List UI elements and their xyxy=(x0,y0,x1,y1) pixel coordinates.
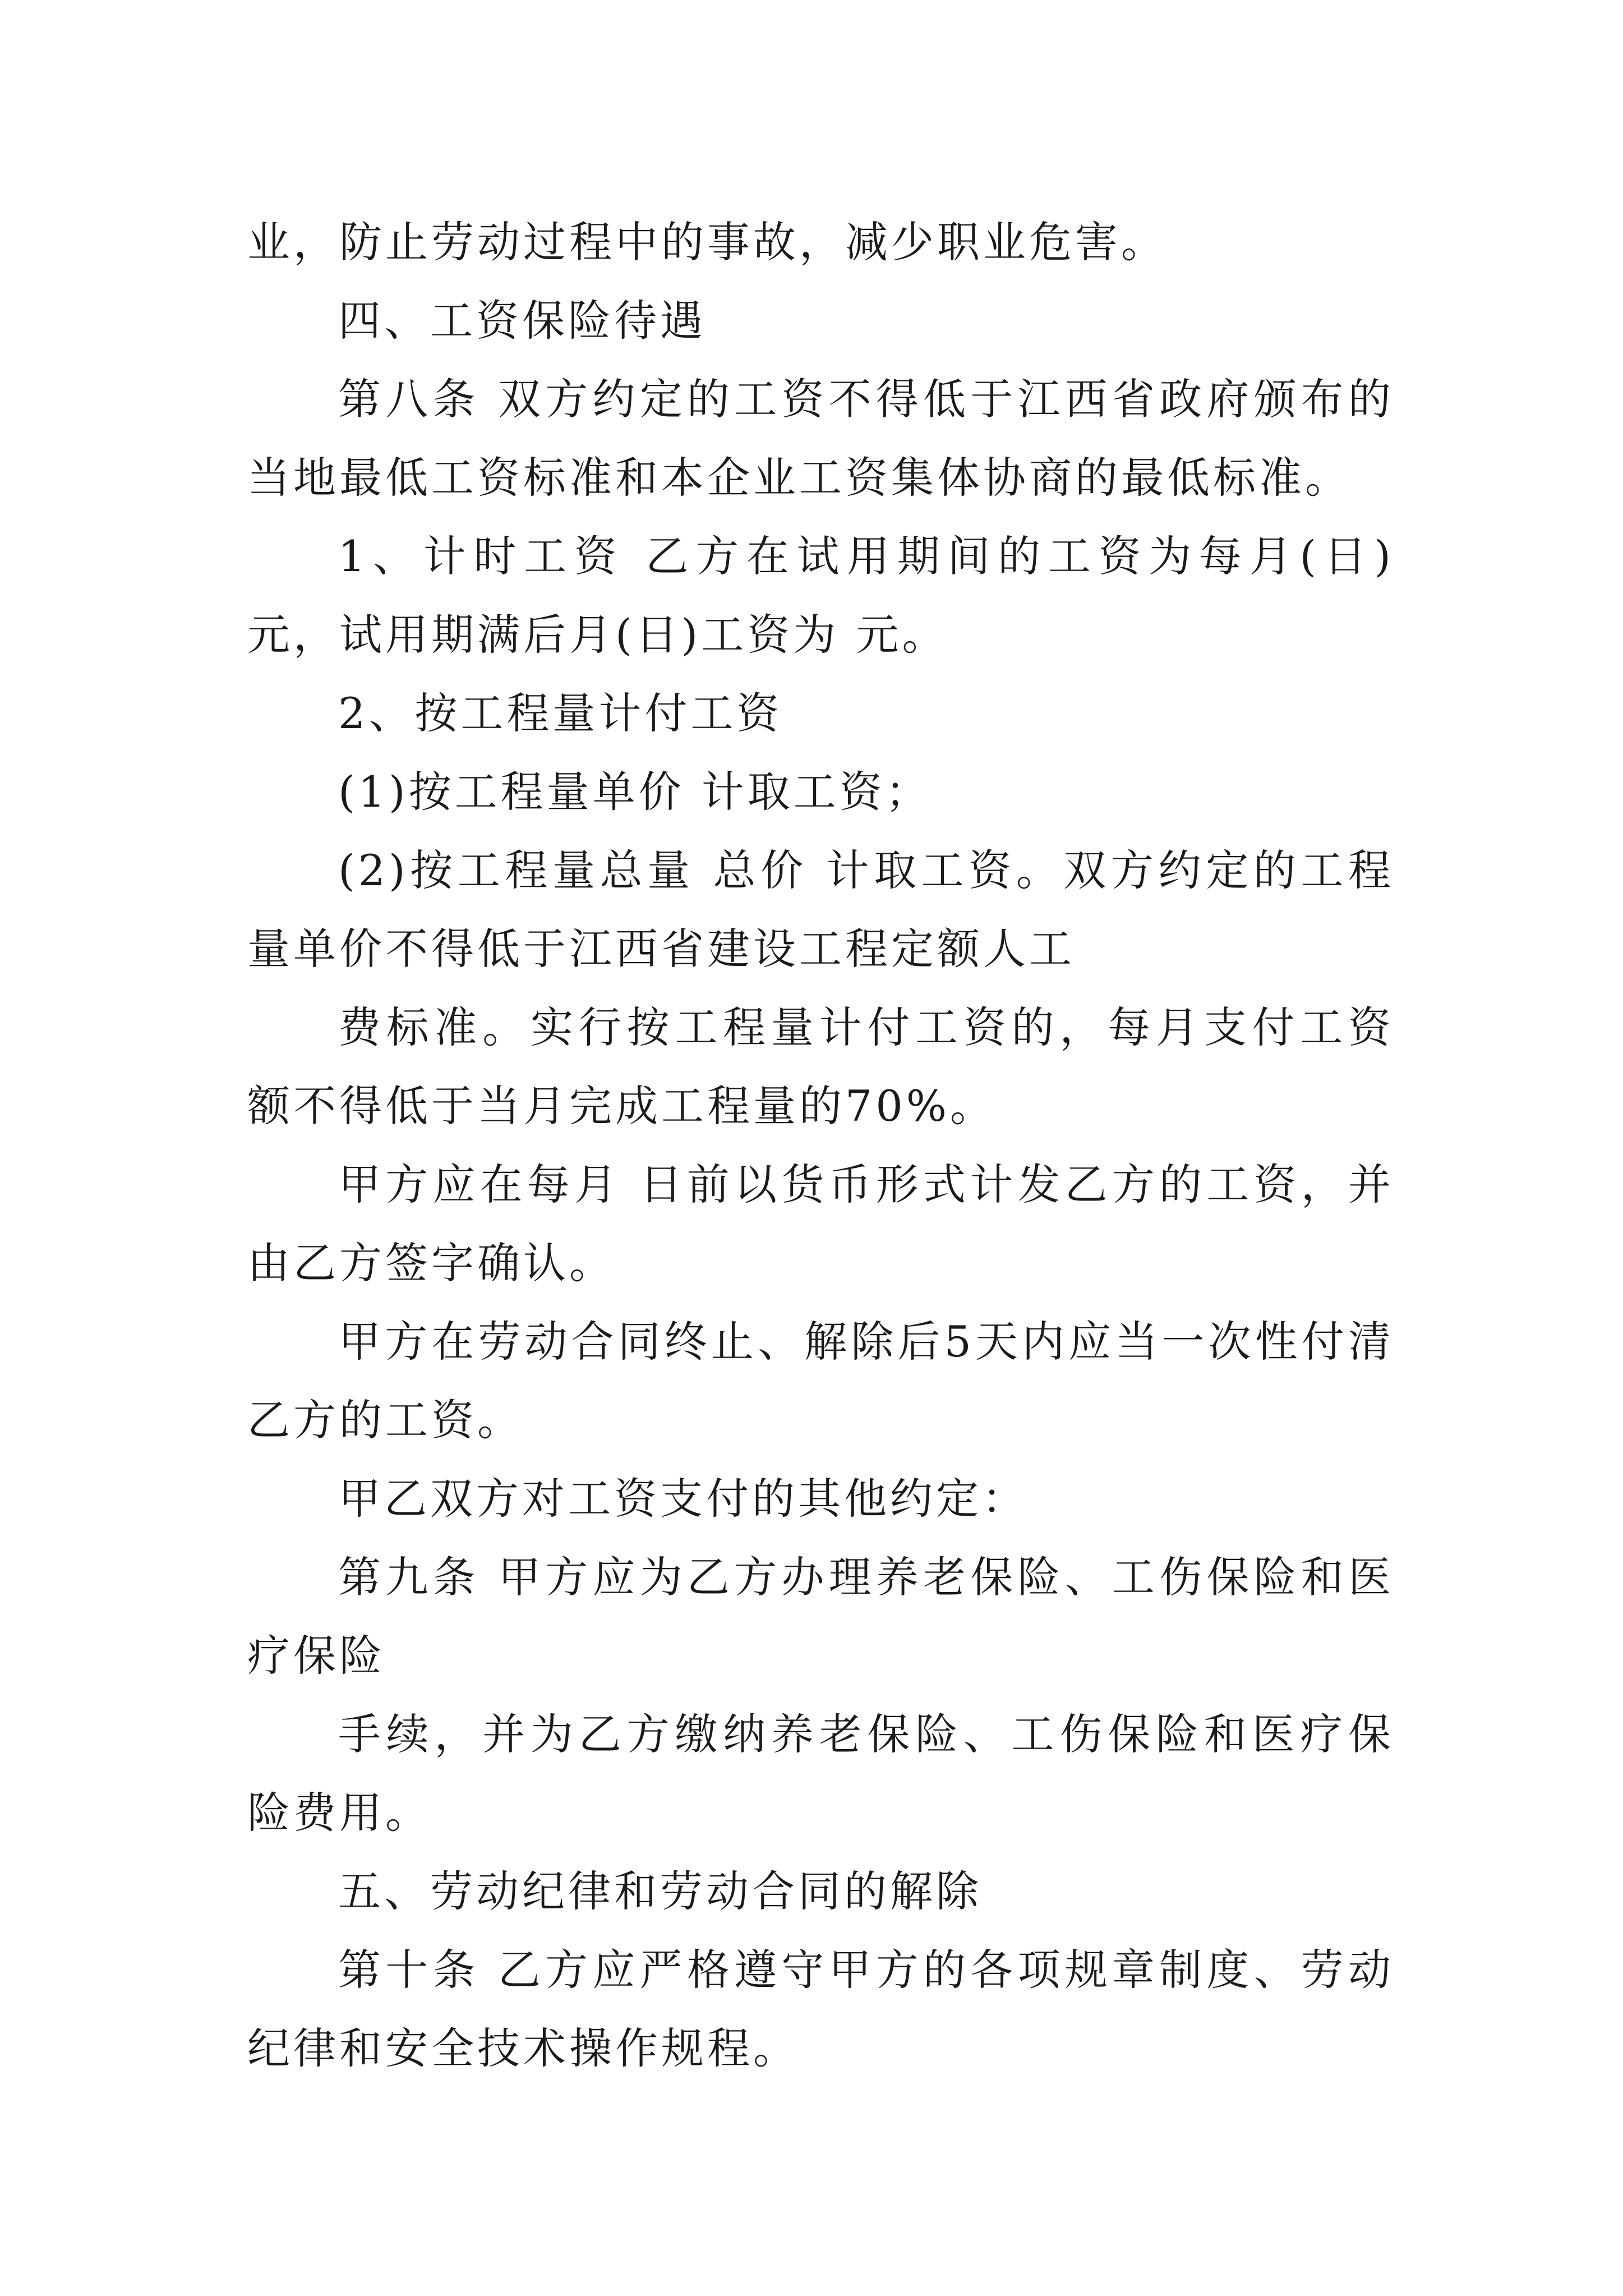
section-heading: 四、工资保险待遇 xyxy=(338,296,706,346)
paragraph: (1)按工程量单价 计取工资； xyxy=(338,767,932,817)
paragraph: 第十条 乙方应严格遵守甲方的各项规章制度、劳动纪律和安全技术操作规程。 xyxy=(247,1945,1394,2073)
document-body xyxy=(247,203,1394,2088)
paragraph: 2、按工程量计付工资 xyxy=(338,688,783,738)
paragraph: 甲方在劳动合同终止、解除后5天内应当一次性付清乙方的工资。 xyxy=(247,1317,1394,1445)
paragraph: 第九条 甲方应为乙方办理养老保险、工伤保险和医疗保险 xyxy=(247,1552,1394,1681)
paragraph: 1、计时工资 乙方在试用期间的工资为每月(日) 元，试用期满后月(日)工资为 元。 xyxy=(247,531,1394,660)
paragraph: 第八条 双方约定的工资不得低于江西省政府颁布的当地最低工资标准和本企业工资集体协商的最低标准。 xyxy=(247,374,1394,503)
paragraph: (2)按工程量总量 总价 计取工资。双方约定的工程量单价不得低于江西省建设工程定额人工 xyxy=(247,845,1394,974)
paragraph: 业，防止劳动过程中的事故，减少职业危害。 xyxy=(247,217,1167,267)
paragraph: 甲方应在每月 日前以货币形式计发乙方的工资，并由乙方签字确认。 xyxy=(247,1159,1394,1288)
paragraph: 甲乙双方对工资支付的其他约定： xyxy=(338,1474,1028,1524)
section-heading: 五、劳动纪律和劳动合同的解除 xyxy=(338,1866,982,1916)
paragraph: 手续，并为乙方缴纳养老保险、工伤保险和医疗保险费用。 xyxy=(247,1709,1394,1838)
paragraph: 费标准。实行按工程量计付工资的，每月支付工资额不得低于当月完成工程量的70%。 xyxy=(247,1002,1394,1131)
